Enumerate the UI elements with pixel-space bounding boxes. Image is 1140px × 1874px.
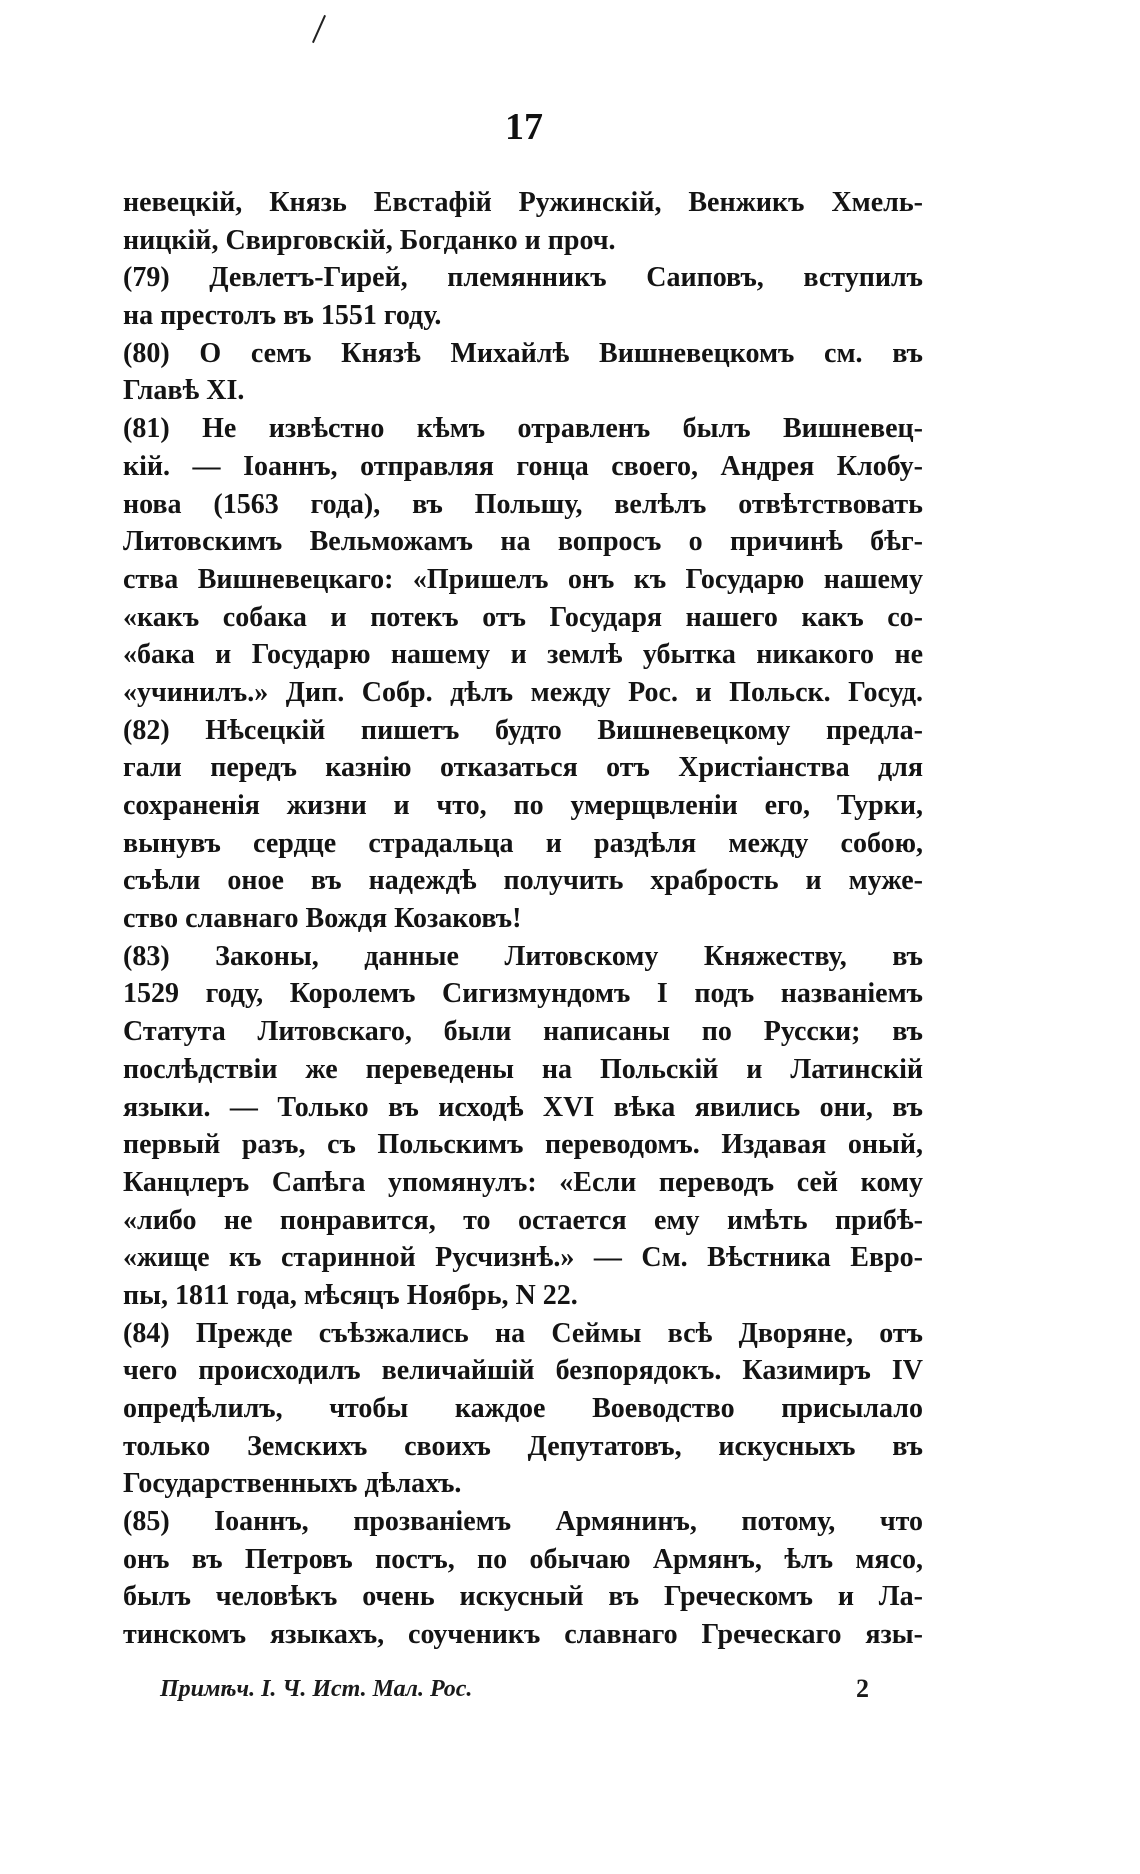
text-line: кій. — Іоаннъ, отправляя гонца своего, Андрея Клобу- <box>123 450 923 482</box>
text-line: Главѣ XI. <box>123 375 245 407</box>
text-line: «какъ собака и потекъ отъ Государя нашего какъ со- <box>123 601 923 633</box>
text-line: (80) О семъ Князѣ Михайлѣ Вишневецкомъ см. въ <box>123 337 923 369</box>
text-line: послѣдствіи же переведены на Польскій и Латинскій <box>123 1053 923 1085</box>
text-line: гали передъ казнію отказаться отъ Христіанства для <box>123 752 923 784</box>
text-line: Государственныхъ дѣлахъ. <box>123 1468 462 1500</box>
text-line: чего происходилъ величайшій безпорядокъ. Казимиръ IV <box>123 1355 923 1387</box>
text-line: ницкій, Свирговскій, Богданко и проч. <box>123 224 616 256</box>
text-line: былъ человѣкъ очень искусный въ Греческомъ и Ла- <box>123 1581 923 1613</box>
text-line: нова (1563 года), въ Польшу, велѣлъ отвѣтствовать <box>123 488 923 520</box>
text-line: (82) Нѣсецкій пишетъ будто Вишневецкому предла- <box>123 714 923 746</box>
text-line: тинскомъ языкахъ, соученикъ славнаго Греческаго язы- <box>123 1619 923 1651</box>
text-line: (85) Іоаннъ, прозваніемъ Армянинъ, потому, что <box>123 1506 923 1538</box>
text-line: «жище къ старинной Русчизнѣ.» — См. Вѣстника Евро- <box>123 1242 923 1274</box>
text-line: (81) Не извѣстно кѣмъ отравленъ былъ Вишневец- <box>123 413 923 445</box>
text-line: невецкій, Князь Евстафій Ружинскій, Венжикъ Хмель- <box>123 187 923 218</box>
text-line: Статута Литовскаго, были написаны по Русски; въ <box>123 1016 923 1048</box>
text-line: (79) Девлетъ-Гирей, племянникъ Саиповъ, вступилъ <box>123 262 923 294</box>
text-line: (83) Законы, данные Литовскому Княжеству, въ <box>123 940 923 972</box>
pen-mark <box>312 15 326 43</box>
text-line: «учинилъ.» Дип. Собр. дѣлъ между Рос. и Польск. Госуд. <box>123 676 923 708</box>
text-line: опредѣлилъ, чтобы каждое Воеводство присылало <box>123 1393 923 1424</box>
text-line: Канцлеръ Сапѣга упомянулъ: «Если переводъ сей кому <box>123 1166 923 1198</box>
text-line: ство славнаго Вождя Козаковъ! <box>123 903 522 935</box>
text-line: только Земскихъ своихъ Депутатовъ, искусныхъ въ <box>123 1430 923 1462</box>
text-line: Литовскимъ Вельможамъ на вопросъ о причинѣ бѣг- <box>123 526 923 558</box>
text-line: онъ въ Петровъ постъ, по обычаю Армянъ, ѣлъ мясо, <box>123 1543 923 1575</box>
text-line: ства Вишневецкаго: «Пришелъ онъ къ Государю нашему <box>123 563 923 595</box>
text-line: пы, 1811 года, мѣсяцъ Ноябрь, N 22. <box>123 1279 578 1311</box>
text-line: на престолъ въ 1551 году. <box>123 300 442 332</box>
page-number: 17 <box>505 106 543 148</box>
body-text <box>123 184 923 1654</box>
text-line: вынувъ сердце страдальца и раздѣля между собою, <box>123 827 923 859</box>
text-line: (84) Прежде съѣзжались на Сеймы всѣ Дворяне, отъ <box>123 1317 923 1349</box>
text-line: «либо не понравится, то остается ему имѣть прибѣ- <box>123 1204 923 1236</box>
text-line: сохраненія жизни и что, по умерщвленіи его, Турки, <box>123 790 923 821</box>
text-line: языки. — Только въ исходѣ XVI вѣка явились они, въ <box>123 1091 923 1123</box>
text-line: «бака и Государю нашему и землѣ убытка никакого не <box>123 639 923 671</box>
signature-number: 2 <box>856 1674 869 1703</box>
text-line: 1529 году, Королемъ Сигизмундомъ I подъ названіемъ <box>123 978 923 1010</box>
text-line: съѣли оное въ надеждѣ получить храбрость и муже- <box>123 865 923 897</box>
printer-signature: Примѣч. I. Ч. Ист. Мал. Рос. <box>160 1676 473 1702</box>
text-line: первый разъ, съ Польскимъ переводомъ. Издавая оный, <box>123 1129 923 1161</box>
